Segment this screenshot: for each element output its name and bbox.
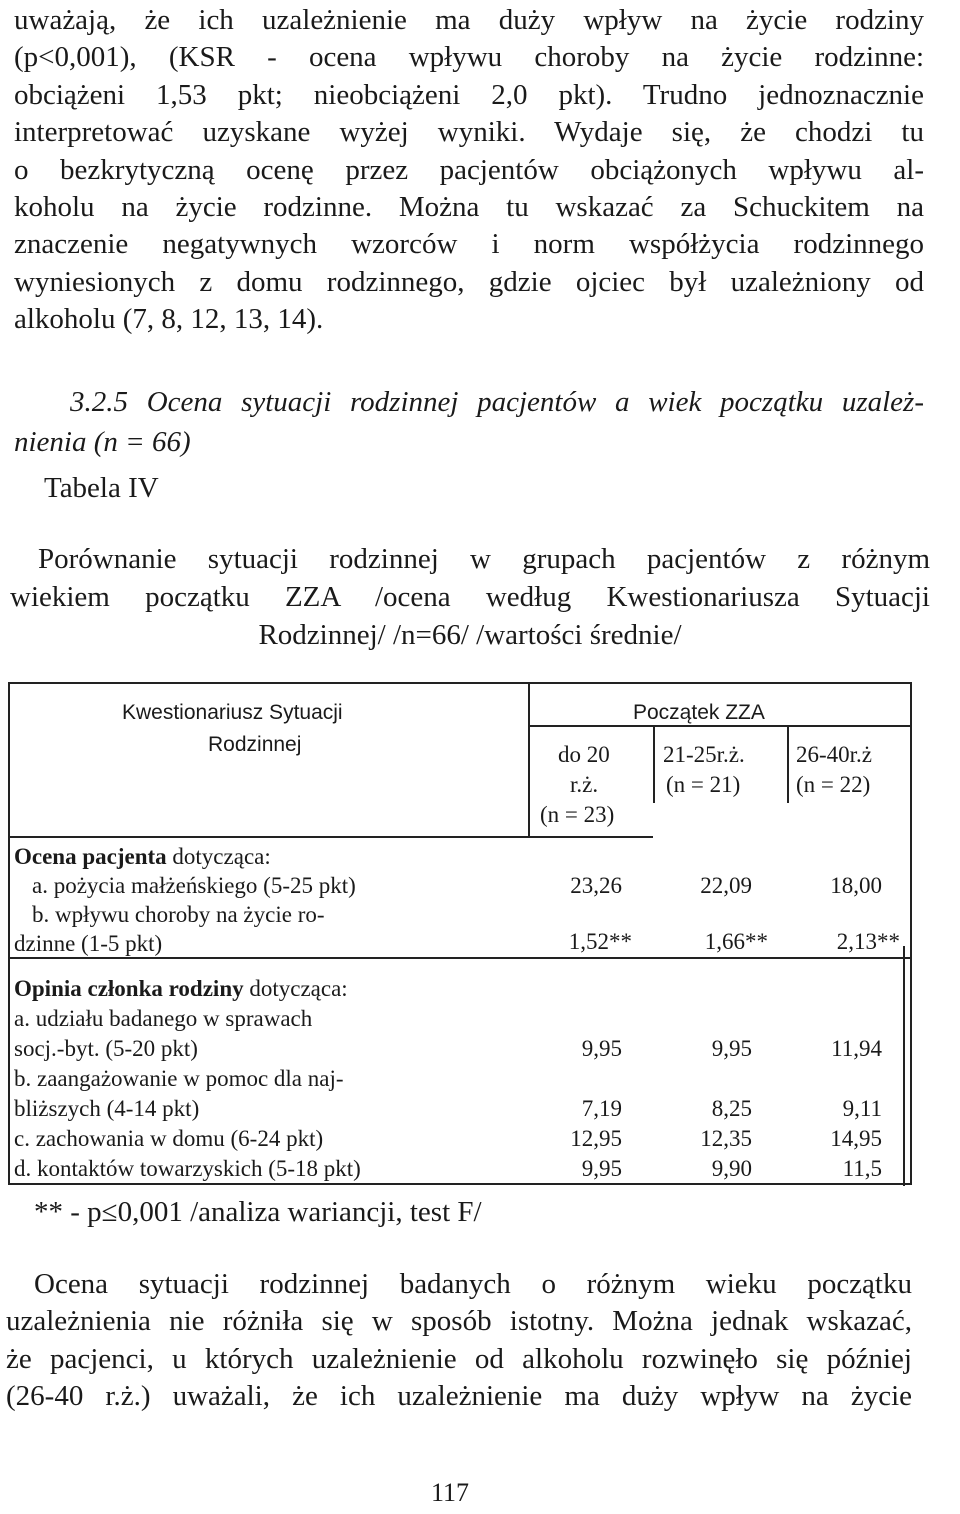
outro-paragraph <box>6 1266 912 1416</box>
cell-value: 9,11 <box>842 1096 882 1121</box>
intro-line: interpretować uzyskane wyżej wyniki. Wydaje się, że chodzi tu <box>14 116 924 149</box>
row-label: a. pożycia małżeńskiego (5-25 pkt) <box>32 873 356 898</box>
col1-header: r.ż. <box>570 772 599 797</box>
table-divider <box>528 684 530 838</box>
cell-value: 9,90 <box>711 1156 752 1181</box>
table-divider <box>903 946 905 1186</box>
cell-value: 7,19 <box>581 1096 622 1121</box>
header-group: Początek ZZA <box>633 701 765 724</box>
section-title-line: 3.2.5 Ocena sytuacji rodzinnej pacjentów a wiek początku uzależ- <box>70 386 924 418</box>
section1-title-rest: dotycząca: <box>166 844 271 869</box>
section-title <box>14 382 924 462</box>
table-divider <box>653 725 655 803</box>
intro-line: alkoholu (7, 8, 12, 13, 14). <box>14 303 324 336</box>
row-label: a. udziału badanego w sprawach <box>14 1006 313 1031</box>
col2-header: (n = 21) <box>666 772 741 797</box>
row-label: bliższych (4-14 pkt) <box>14 1096 200 1121</box>
cell-value: 22,09 <box>700 873 752 898</box>
cell-value: 8,25 <box>711 1096 752 1121</box>
intro-line: koholu na życie rodzinne. Można tu wskazać za Schuckitem na <box>14 191 924 224</box>
caption-line: Porównanie sytuacji rodzinnej w grupach pacjentów z różnym <box>38 543 930 575</box>
row-label: d. kontaktów towarzyskich (5-18 pkt) <box>14 1156 361 1181</box>
section2-title-rest: dotycząca: <box>243 976 348 1001</box>
intro-line: (p<0,001), (KSR - ocena wpływu choroby na życie rodzinne: <box>14 41 924 74</box>
col1-header: (n = 23) <box>540 802 615 827</box>
intro-line: wyniesionych z domu rodzinnego, gdzie ojciec był uzależniony od <box>14 265 924 298</box>
cell-value: 9,95 <box>711 1036 752 1061</box>
cell-value: 18,00 <box>830 873 882 898</box>
caption-line: wiekiem początku ZZA /ocena według Kwestionariusza Sytuacji <box>10 581 930 613</box>
results-table <box>8 682 912 1185</box>
intro-line: uważają, że ich uzależnienie ma duży wpływ na życie rodziny <box>14 4 924 36</box>
intro-line: obciążeni 1,53 pkt; nieobciążeni 2,0 pkt). Trudno jednoznacznie <box>14 78 924 111</box>
section1-title-bold: Ocena pacjenta <box>14 844 167 869</box>
row-label: c. zachowania w domu (6-24 pkt) <box>14 1126 324 1151</box>
outro-line: uzależnienia nie różniła się w sposób istotny. Można jednak wskazać, <box>6 1305 912 1338</box>
row-label: dzinne (1-5 pkt) <box>14 931 163 956</box>
table-divider <box>528 836 653 838</box>
outro-line: (26-40 r.ż.) uważali, że ich uzależnienie ma duży wpływ na życie <box>6 1380 912 1413</box>
cell-value: 23,26 <box>570 873 622 898</box>
cell-value: 1,66** <box>704 929 768 954</box>
table-divider <box>787 725 789 803</box>
intro-paragraph <box>14 2 924 339</box>
table-caption <box>10 540 930 654</box>
cell-value: 9,95 <box>581 1036 622 1061</box>
caption-line: Rodzinnej/ /n=66/ /wartości średnie/ <box>258 619 682 651</box>
cell-value: 2,13** <box>836 929 900 954</box>
header-left-line2: Rodzinnej <box>208 733 302 756</box>
table-footnote: ** - p≤0,001 /analiza wariancji, test F/ <box>34 1196 482 1228</box>
cell-value: 11,94 <box>831 1036 882 1061</box>
outro-line: że pacjenci, u których uzależnienie od alkoholu rozwinęło się później <box>6 1342 912 1375</box>
table-divider <box>10 836 530 838</box>
col1-header: do 20 <box>558 742 610 767</box>
row-label: socj.-byt. (5-20 pkt) <box>14 1036 198 1061</box>
cell-value: 12,35 <box>700 1126 752 1151</box>
cell-value: 12,95 <box>570 1126 622 1151</box>
outro-line: Ocena sytuacji rodzinnej badanych o różnym wieku początku <box>34 1268 912 1300</box>
page-number: 117 <box>430 1478 470 1507</box>
header-left-line1: Kwestionariusz Sytuacji <box>122 701 343 724</box>
table-label: Tabela IV <box>44 472 159 504</box>
cell-value: 14,95 <box>830 1126 882 1151</box>
cell-value: 11,5 <box>842 1156 882 1181</box>
cell-value: 9,95 <box>581 1156 622 1181</box>
cell-value: 1,52** <box>568 929 632 954</box>
section2-title-bold: Opinia członka rodziny <box>14 976 244 1001</box>
row-label: b. wpływu choroby na życie ro- <box>32 902 325 927</box>
section-title-line: nienia (n = 66) <box>14 426 191 458</box>
section2-title <box>14 974 348 1004</box>
intro-line: znaczenie negatywnych wzorców i norm współżycia rodzinnego <box>14 228 924 261</box>
col3-header: (n = 22) <box>796 772 871 797</box>
section1-title <box>14 842 271 872</box>
row-label: b. zaangażowanie w pomoc dla naj- <box>14 1066 344 1091</box>
col3-header: 26-40r.ż <box>796 742 873 767</box>
col2-header: 21-25r.ż. <box>663 742 745 767</box>
intro-line: o bezkrytyczną ocenę przez pacjentów obciążonych wpływu al- <box>14 153 924 186</box>
